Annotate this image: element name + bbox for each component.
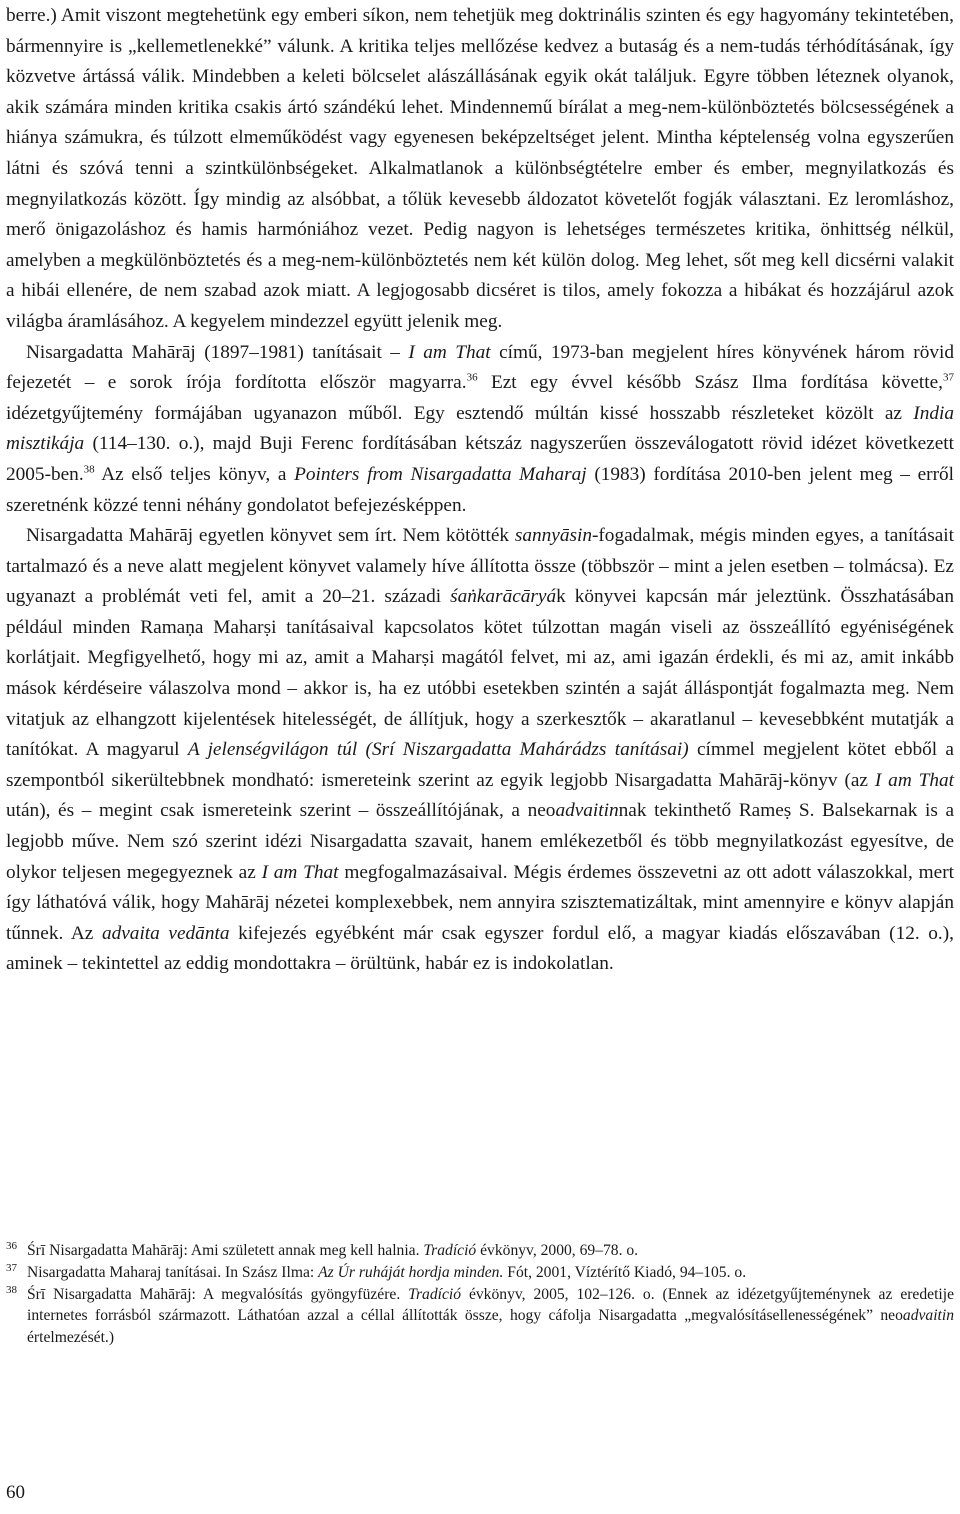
footnote-number: 36 (6, 1240, 17, 1252)
italic-run: I am That (408, 341, 491, 363)
footnote-37 (6, 1262, 954, 1283)
text-run: Fót, 2001, Víztérítő Kiadó, 94–105. o. (503, 1263, 747, 1281)
paragraph-3 (6, 521, 954, 980)
footnote-text (27, 1286, 954, 1346)
paragraph-2 (6, 338, 954, 522)
italic-run: India misztikája (6, 402, 954, 455)
footnote-number: 38 (6, 1283, 17, 1296)
italic-run: sannyāsin (514, 525, 592, 547)
paragraph-1 (6, 1, 954, 338)
text-run: Śrī Nisargadatta Mahārāj: A megvalósítás gyöngyfüzére. (27, 1285, 409, 1303)
italic-run: advaitin (902, 1307, 954, 1325)
italic-run: Tradíció (423, 1242, 477, 1259)
italic-run: A jelenségvilágon túl (Srí Niszargadatta Mahárádzs tanításai) (187, 739, 689, 761)
text-run: Az első teljes könyv, a (94, 463, 295, 485)
text-run: (114–130. o.), majd Buji Ferenc fordításában kétszáz nagyszerűen összeválogatott rövid idézet következett 2005-ben. (6, 433, 954, 485)
text-run: címmel megjelent kötet ebből a szempontból sikerültebbnek mondható: ismereteink szerint az egyik legjobb Nisargadatta Mahārāj-könyv (az (6, 739, 954, 791)
footnotes (6, 1240, 954, 1349)
italic-run: advaitin (555, 800, 619, 822)
text-run: idézetgyűjtemény formájában ugyanazon műből. Egy esztendő múltán kissé hosszabb részleteket közölt az (6, 402, 914, 424)
text-run: Ezt egy évvel később Szász Ilma fordítása követte, (477, 372, 943, 394)
italic-run: Pointers from Nisargadatta Maharaj (294, 463, 587, 485)
italic-run: Tradíció (408, 1285, 462, 1303)
footnote-38 (6, 1284, 954, 1348)
text-run: Nisargadatta Mahārāj egyetlen könyvet sem írt. Nem kötötték (26, 525, 515, 547)
text-run: után), és – megint csak ismereteink szerint – összeállítójának, a neo (6, 800, 556, 822)
footnote-number: 37 (6, 1261, 17, 1274)
italic-run: Az Úr ruháját hordja minden. (318, 1263, 504, 1281)
footnote-text (27, 1264, 746, 1281)
text-run: évkönyv, 2005, 102–126. o. (Ennek az idézetgyűjteménynek az eredetije internetes forrásból származott. Láthatóan azzal a céllal állították össze, hogy cáfolja Nisargadatta „megvalósításellenességének” neo (27, 1285, 954, 1325)
footnote-36 (6, 1240, 954, 1261)
text-run: Nisargadatta Maharaj tanításai. In Szász Ilma: (27, 1263, 319, 1281)
main-text (6, 0, 954, 980)
text-run: megfogalmazásaival. Mégis érdemes összevetni az ott adott válaszokkal, mert így láthatóvá válik, hogy Mahārāj nézetei komplexebbek, nem annyira szisztematizáltak, mint amennyire e könyv alapján tűnnek. Az (6, 861, 954, 944)
text-run: című, 1973-ban megjelent híres könyvének három rövid fejezetét – e sorok írója fordította először magyarra. (6, 341, 954, 394)
text-run: Śrī Nisargadatta Mahārāj: Ami született annak meg kell halnia. (27, 1242, 424, 1259)
page-body (6, 0, 954, 980)
text-run: nak tekinthető Rameṣ S. Balsekarnak is a legjobb műve. Nem szó szerint idézi Nisargadatta szavait, hanem emlékezetből és több megnyilatkozást egyesítve, de olykor teljesen megegyeznek az (6, 800, 955, 883)
text-run: értelmezését.) (27, 1328, 115, 1346)
text-run: -fogadalmak, mégis minden egyes, a tanításait tartalmazó és a neve alatt megjelent könyvet valamely híve állította össze (többször – mint a jelen esetben – tolmácsa). Ez ugyanazt a problémát veti fel, amit a 20–21. századi (6, 525, 954, 608)
text-run: évkönyv, 2000, 69–78. o. (476, 1242, 639, 1259)
footnote-text (27, 1242, 638, 1259)
footnote-ref: 36 (466, 371, 478, 384)
text-run: berre.) Amit viszont megtehetünk egy emberi síkon, nem tehetjük meg doktrinális szinten és egy hagyomány tekintetében, bármennyire is „kellemetlenekké” válunk. A kritika teljes mellőzése kedvez a butaság és a nem-tudás térhódításának, így közvetve ártássá válik. Mindebben a keleti bölcselet alászállásának egyik okát találjuk. Egyre többen léteznek olyanok, akik számára minden kritika csakis ártó szándékú lehet. Mindennemű bírálat a meg-nem-különböztetés bölcsességének a hiánya számukra, és túlzott elmeműködést vagy egyenesen beképzeltséget jelent. Mintha képtelenség volna egyszerűen látni és szóvá tenni a szintkülönbségeket. Alkalmatlanok a különbségtételre ember és ember, megnyilatkozás és megnyilatkozás között. Így mindig az alsóbbat, a tőlük kevesebb áldozatot követelőt fogják választani. Ez leromláshoz, merő önigazoláshoz és hamis harmóniához vezet. Pedig nagyon is lehetséges természetes kritika, önhittség nélkül, amelyben a megkülönböztetés és a meg-nem-különböztetés nem két külön dolog. Meg lehet, sőt meg kell dicsérni valakit a hibái ellenére, de nem szabad azok miatt. A legjogosabb dicséret is tilos, amely fokozza a hibákat és hozzájárul azok világba áramlásához. A kegyelem mindezzel együtt jelenik meg. (6, 5, 954, 332)
text-run: kifejezés egyébként már csak egyszer fordul elő, a magyar kiadás előszavában (12. o.), aminek – tekintettel az eddig mondottakra – örültünk, habár ez is indokolatlan. (6, 922, 954, 975)
footnote-ref: 38 (83, 463, 95, 476)
text-run: Nisargadatta Mahārāj (1897–1981) tanításait – (26, 341, 409, 363)
italic-run: advaita vedānta (101, 922, 230, 944)
footnote-ref: 37 (943, 371, 954, 384)
page-number: 60 (6, 1482, 25, 1503)
italic-run: I am That (874, 769, 954, 791)
text-run: k könyvei kapcsán már jeleztünk. Összhatásában például minden Ramaṇa Maharṣi tanításaival kapcsolatos kötet túlzottan magán viseli az összeállító egyéniségének korlátjait. Megfigyelhető, hogy mi az, amit a Maharṣi magától felvet, mi az, ami igazán érdekli, és mi az, amit inkább mások kérdéseire válaszolva mond – akkor is, ha ez utóbbi esetekben szintén a saját álláspontját fogalmazta meg. Nem vitatjuk az elhangzott kijelentések hitelességét, de állítjuk, hogy a szerkesztők – akaratlanul – kevesebbként mutatják a tanítókat. A magyarul (6, 586, 954, 761)
italic-run: I am That (261, 861, 339, 883)
text-run: (1983) fordítása 2010-ben jelent meg – erről szeretnénk közzé tenni néhány gondolatot befejezésképpen. (6, 463, 955, 516)
italic-run: śaṅkarācāryá (450, 586, 557, 608)
